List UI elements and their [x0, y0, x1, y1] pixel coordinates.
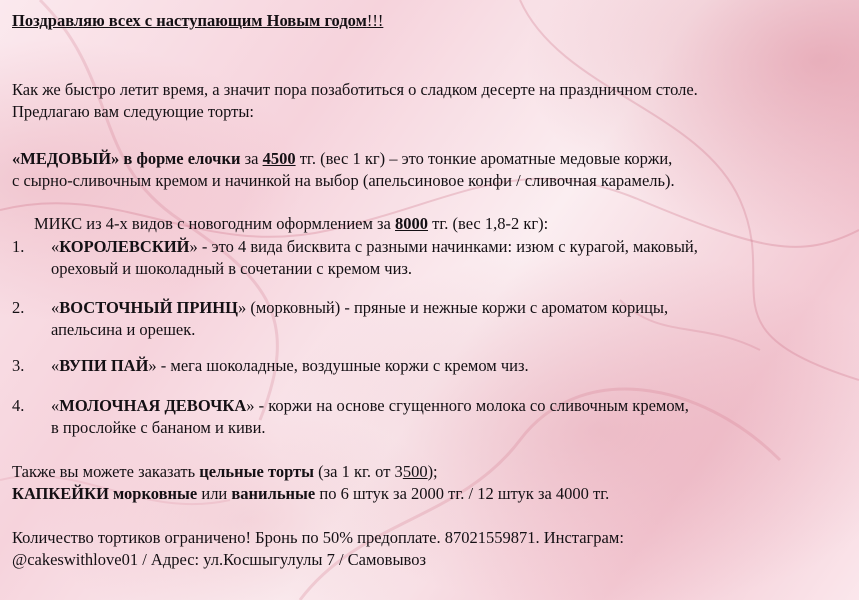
item-description: (морковный) - пряные и нежные коржи с ароматом корицы, — [246, 298, 669, 317]
medovy-after-price: тг. (вес 1 кг) – это тонкие ароматные медовые коржи, — [295, 149, 673, 168]
quote-open: « — [51, 356, 60, 375]
item-name: ВОСТОЧНЫЙ ПРИНЦ — [59, 298, 238, 317]
quote-close: » — [246, 396, 255, 415]
mix-price: 8000 — [395, 214, 429, 233]
item-description: - это 4 вида бисквита с разными начинками: изюм с курагой, маковый, — [197, 237, 698, 256]
cupcakes-or: или — [197, 484, 232, 503]
intro-line-2: Предлагаю вам следующие торты: — [12, 102, 255, 121]
cupcakes-rest: по 6 штук за 2000 тг. / 12 штук за 4000 тг. — [315, 484, 610, 503]
list-number-3: 3. — [12, 356, 25, 375]
cupcakes-bold-1: КАПКЕЙКИ морковные — [12, 484, 198, 503]
also-underlined: 500 — [402, 462, 428, 481]
also-line — [12, 462, 438, 482]
list-item-vupi-pai — [51, 356, 529, 376]
medovy-name: «МЕДОВЫЙ» в форме елочки — [12, 149, 241, 168]
quote-open: « — [51, 237, 60, 256]
also-mid: (за 1 кг. от 3 — [314, 462, 403, 481]
contacts-line-1: Количество тортиков ограничено! Бронь по 50% предоплате. 87021559871. Инстаграм: — [12, 528, 624, 547]
medovy-pre-price: за — [240, 149, 263, 168]
also-bold: цельные торты — [199, 462, 315, 481]
also-pre: Также вы можете заказать — [12, 462, 200, 481]
contacts-line-2: @cakeswithlove01 / Адрес: ул.Косшыгулулы 7 / Самовывоз — [12, 550, 427, 569]
quote-close: » — [237, 298, 247, 317]
list-item-vostochny-princ — [51, 298, 668, 318]
quote-open: « — [51, 298, 60, 317]
item-description: - мега шоколадные, воздушные коржи с кремом чиз. — [156, 356, 529, 375]
list-item-molochnaya-devochka-line-2: в прослойке с бананом и киви. — [51, 418, 266, 437]
medovy-line-2: с сырно-сливочным кремом и начинкой на выбор (апельсиновое конфи / сливочная карамель). — [12, 171, 675, 190]
list-item-molochnaya-devochka — [51, 396, 689, 416]
medovy-line-1 — [12, 149, 672, 169]
item-name: ВУПИ ПАЙ — [59, 356, 149, 375]
cupcakes-line — [12, 484, 609, 504]
greeting-tail: !!! — [366, 11, 384, 30]
quote-open: « — [51, 396, 60, 415]
also-post: ); — [427, 462, 438, 481]
list-item-korolevsky — [51, 237, 698, 257]
mix-text: МИКС из 4-х видов с новогодним оформлением за — [34, 214, 396, 233]
mix-after: тг. (вес 1,8-2 кг): — [428, 214, 549, 233]
quote-close: » — [148, 356, 157, 375]
list-item-vostochny-princ-line-2: апельсина и орешек. — [51, 320, 196, 339]
greeting-bold: Поздравляю всех с наступающим Новым годом — [12, 11, 367, 30]
medovy-price: 4500 — [262, 149, 296, 168]
list-number-1: 1. — [12, 237, 25, 256]
quote-close: » — [189, 237, 198, 256]
item-name: МОЛОЧНАЯ ДЕВОЧКА — [59, 396, 247, 415]
mix-heading — [34, 214, 548, 234]
item-description: - коржи на основе сгущенного молока со сливочным кремом, — [254, 396, 689, 415]
item-name: КОРОЛЕВСКИЙ — [59, 237, 190, 256]
list-item-korolevsky-line-2: ореховый и шоколадный в сочетании с кремом чиз. — [51, 259, 413, 278]
greeting — [12, 11, 383, 31]
list-number-2: 2. — [12, 298, 25, 317]
intro-line-1: Как же быстро летит время, а значит пора позаботиться о сладком десерте на праздничном столе. — [12, 80, 698, 99]
cupcakes-bold-2: ванильные — [231, 484, 316, 503]
list-number-4: 4. — [12, 396, 25, 415]
